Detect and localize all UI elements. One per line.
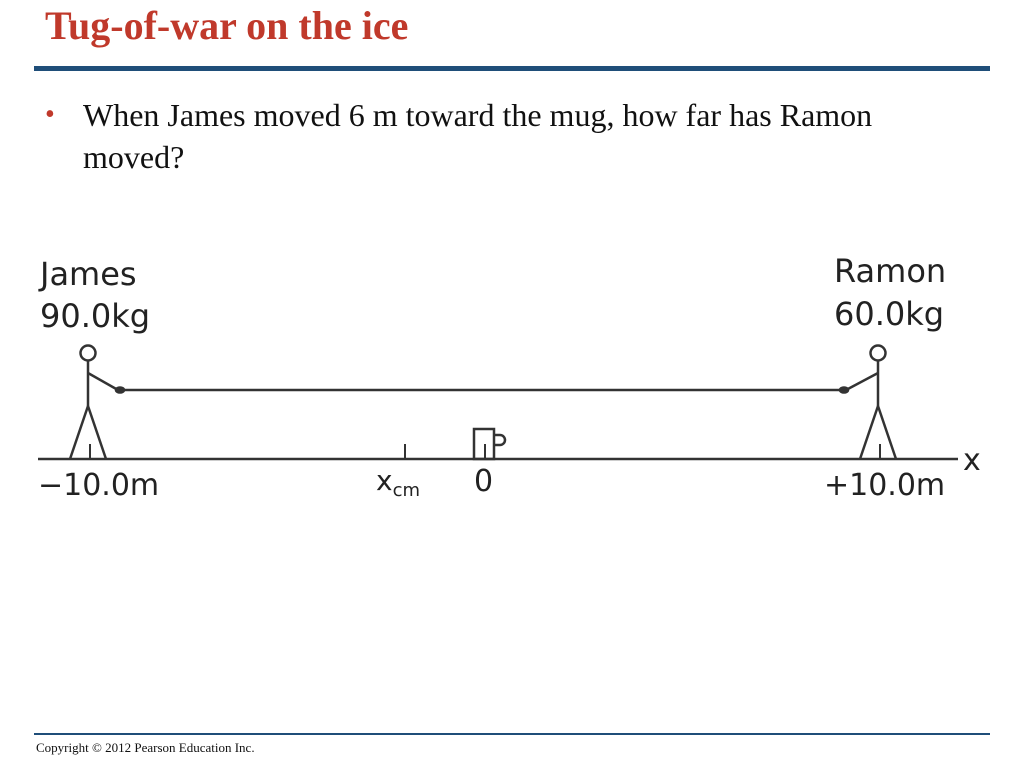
tug-of-war-diagram [0,230,1024,530]
x-axis-label: x [963,443,981,478]
mug-icon [474,429,505,459]
title-divider [34,66,990,71]
slide-title: Tug-of-war on the ice [45,3,409,48]
xcm-subscript-label: cm [392,480,421,501]
bullet-item [45,94,945,178]
ramon-position-label: +10.0m [824,468,946,503]
origin-label: 0 [474,464,494,499]
james-position-label: −10.0m [38,468,160,503]
james-figure [70,346,124,460]
ramon-mass-label: 60.0kg [834,295,945,333]
footer-divider [34,733,990,735]
xcm-main-label: x [376,464,393,497]
ramon-name-label: Ramon [834,252,947,290]
ramon-figure [840,346,896,460]
bullet-text: When James moved 6 m toward the mug, how far has Ramon moved? [83,97,873,175]
xcm-label [376,464,420,501]
copyright-text: Copyright © 2012 Pearson Education Inc. [36,740,255,755]
james-mass-label: 90.0kg [40,297,151,335]
bullet-icon: • [45,99,55,130]
james-name-label: James [40,255,137,293]
